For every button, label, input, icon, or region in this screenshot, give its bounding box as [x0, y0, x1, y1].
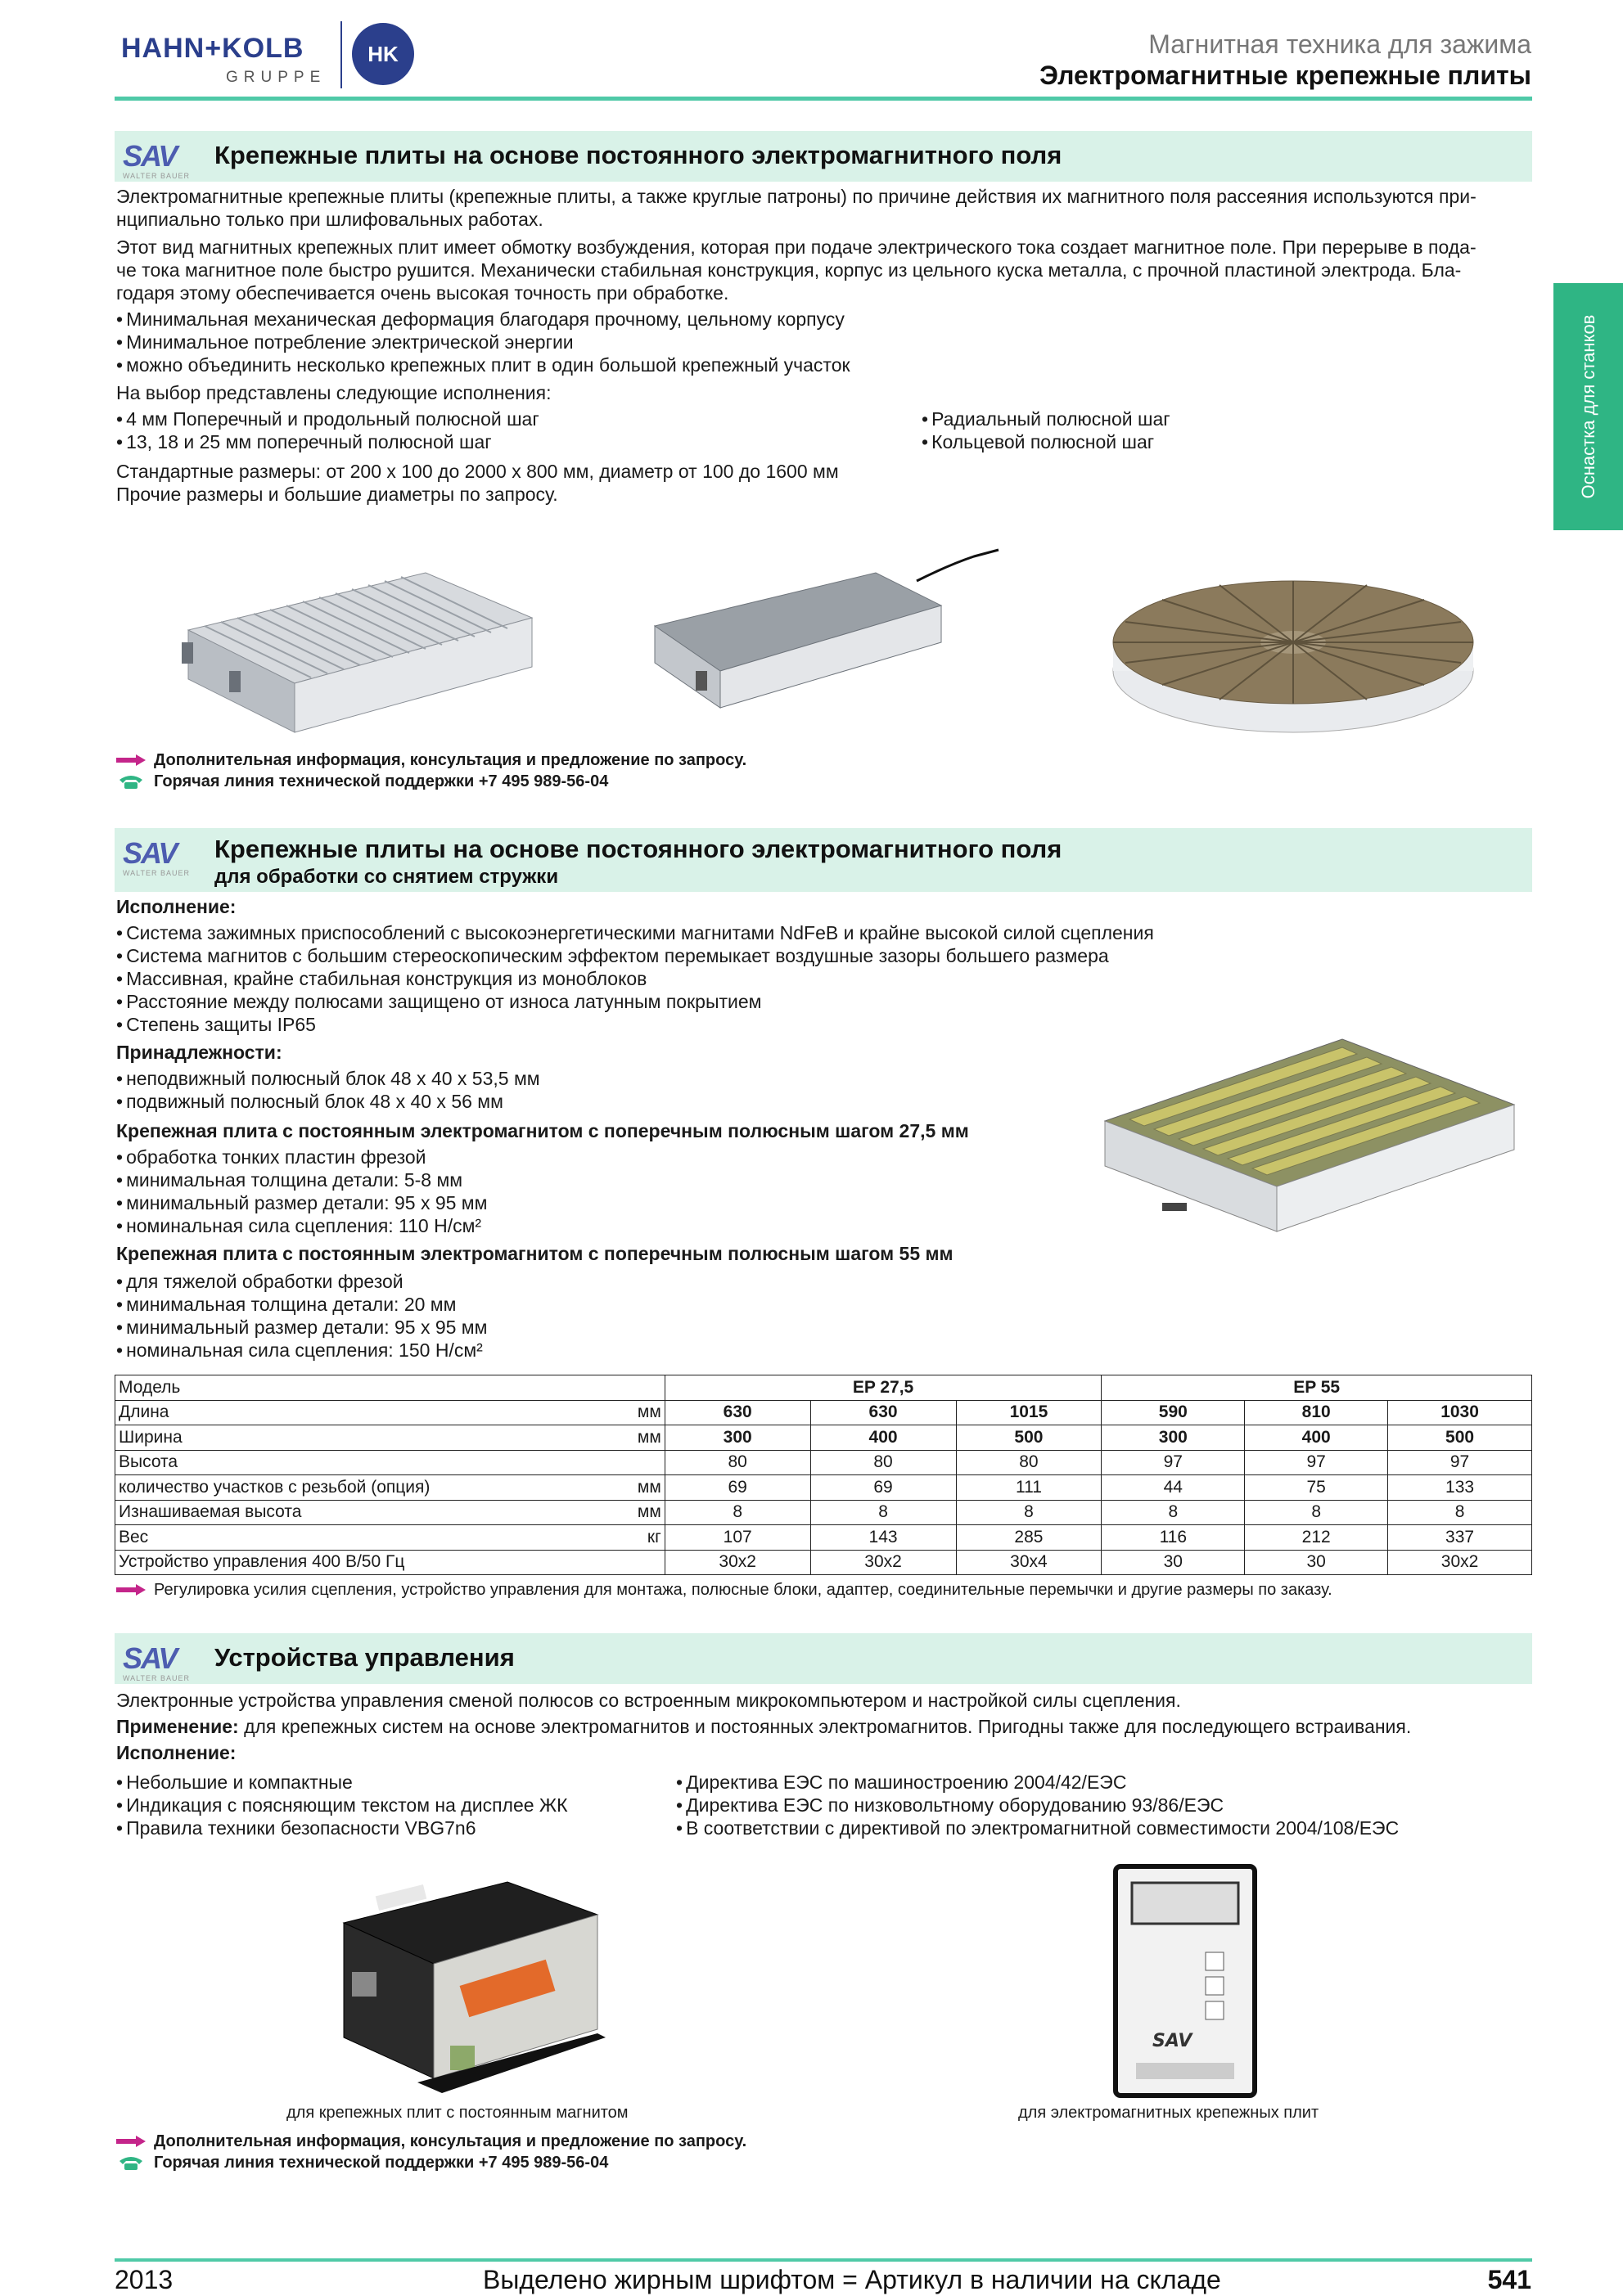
ep55-label: Крепежная плита с постоянным электромагнитом с поперечным полюсным шагом 55 мм — [116, 1243, 954, 1264]
brand-sub: WALTER BAUER — [123, 172, 191, 180]
table-cell: 133 — [1388, 1475, 1532, 1501]
table-cell: 8 — [956, 1500, 1102, 1525]
table-cell: 80 — [665, 1450, 810, 1475]
table-cell: 30x2 — [1388, 1550, 1532, 1575]
brand-name: SAV — [123, 836, 177, 870]
spec-table — [115, 1375, 1532, 1575]
table-cell: 500 — [1388, 1425, 1532, 1451]
table-cell: 285 — [956, 1525, 1102, 1551]
product-image-controller-electromagnetic — [1111, 1862, 1259, 2100]
table-cell: 30 — [1102, 1550, 1245, 1575]
table-row — [115, 1400, 1532, 1425]
brand-sub: WALTER BAUER — [123, 869, 191, 877]
list-item: • Степень защиты IP65 — [116, 1013, 1154, 1036]
table-cell: 111 — [956, 1475, 1102, 1501]
info-text: Дополнительная информация, консультация и предложение по запросу. — [154, 751, 747, 769]
table-cell: 300 — [1102, 1425, 1245, 1451]
logo-subtext: GRUPPE — [226, 69, 327, 86]
table-cell: 630 — [665, 1400, 810, 1425]
row-unit — [622, 1550, 665, 1575]
info-text: Дополнительная информация, консультация и предложение по запросу. — [154, 2132, 747, 2150]
list-item: • Система магнитов с большим стереоскопическим эффектом перемыкает воздушные зазоры большего размера — [116, 944, 1154, 967]
sav-logo-icon — [123, 836, 205, 876]
text-line: нципиально только при шлифовальных работах. — [116, 209, 543, 230]
company-logo — [121, 18, 416, 92]
list-item: • минимальная толщина детали: 20 мм — [116, 1293, 487, 1316]
product-image-electromagnetic-plate — [647, 548, 1007, 736]
row-label: Устройство управления 400 В/50 Гц — [115, 1550, 623, 1575]
table-cell: 80 — [956, 1450, 1102, 1475]
section2-title: Крепежные плиты на основе постоянного электромагнитного поля — [214, 835, 1062, 863]
header-category: Магнитная техника для зажима — [1148, 29, 1531, 59]
table-cell: 116 — [1102, 1525, 1245, 1551]
table-group-ep27: EP 27,5 — [665, 1375, 1102, 1401]
table-group-ep55: EP 55 — [1102, 1375, 1532, 1401]
list-item: • Небольшие и компактные — [116, 1771, 568, 1794]
list-item: • для тяжелой обработки фрезой — [116, 1270, 487, 1293]
list-item: • Кольцевой полюсной шаг — [922, 430, 1170, 453]
row-label: Высота — [115, 1450, 623, 1475]
table-cell: 75 — [1245, 1475, 1388, 1501]
table-cell: 212 — [1245, 1525, 1388, 1551]
table-cell: 80 — [810, 1450, 956, 1475]
hotline-text: Горячая линия технической поддержки +7 495 989-56-04 — [154, 2154, 609, 2172]
list-item: • В соответствии с директивой по электромагнитной совместимости 2004/108/ЕЭС — [676, 1817, 1399, 1839]
exec-bullets — [116, 921, 1154, 1036]
section3-right-bullets — [676, 1771, 1399, 1839]
row-unit: кг — [622, 1525, 665, 1551]
table-cell: 69 — [810, 1475, 956, 1501]
table-cell: 8 — [1102, 1500, 1245, 1525]
list-item: • можно объединить несколько крепежных плит в один большой крепежный участок — [116, 353, 850, 376]
table-cell: 300 — [665, 1425, 810, 1451]
row-label: Ширина — [115, 1425, 623, 1451]
table-cell: 1030 — [1388, 1400, 1532, 1425]
product-image-permanent-plate — [1097, 1023, 1522, 1236]
section3-application — [116, 1715, 1411, 1738]
contact-block-2 — [115, 2131, 746, 2173]
table-cell: 97 — [1102, 1450, 1245, 1475]
table-cell: 8 — [665, 1500, 810, 1525]
table-cell: 107 — [665, 1525, 810, 1551]
list-item: • Расстояние между полюсами защищено от износа латунным покрытием — [116, 990, 1154, 1013]
section3-header — [115, 1633, 1532, 1684]
table-row — [115, 1425, 1532, 1451]
info-row — [115, 750, 746, 771]
list-item: • минимальный размер детали: 95 x 95 мм — [116, 1191, 487, 1214]
list-item: • Радиальный полюсной шаг — [922, 407, 1170, 430]
page-number: 541 — [1487, 2265, 1531, 2294]
text-line: че тока магнитное поле быстро рушится. Механически стабильная конструкция, корпус из цельного куска металла, с прочной пластиной электрода. Бла- — [116, 259, 1462, 281]
list-item: • Директива ЕЭС по машиностроению 2004/42/ЕЭС — [676, 1771, 1399, 1794]
info-row — [115, 2131, 746, 2152]
product-image-grinding-plate — [172, 540, 548, 736]
table-cell: 30x2 — [810, 1550, 956, 1575]
table-note — [115, 1579, 1332, 1600]
footer-rule — [115, 2258, 1532, 2262]
section3-left-bullets — [116, 1771, 568, 1839]
list-item: • неподвижный полюсный блок 48 x 40 x 53,5 мм — [116, 1067, 540, 1090]
accessories-bullets — [116, 1067, 540, 1113]
section3-intro: Электронные устройства управления сменой полюсов со встроенным микрокомпьютером и настройкой силы сцепления. — [116, 1690, 1181, 1711]
row-label: Изнашиваемая высота — [115, 1500, 623, 1525]
row-unit — [622, 1450, 665, 1475]
table-cell: 30x4 — [956, 1550, 1102, 1575]
header-rule — [115, 97, 1532, 101]
list-item: • минимальный размер детали: 95 x 95 мм — [116, 1316, 487, 1339]
table-cell: 97 — [1388, 1450, 1532, 1475]
list-item: • минимальная толщина детали: 5-8 мм — [116, 1168, 487, 1191]
hotline-row — [115, 2152, 746, 2173]
table-cell: 143 — [810, 1525, 956, 1551]
list-item: • Директива ЕЭС по низковольтному оборудованию 93/86/ЕЭС — [676, 1794, 1399, 1817]
section1-header — [115, 131, 1532, 182]
list-item: • обработка тонких пластин фрезой — [116, 1146, 487, 1168]
list-item: • Правила техники безопасности VBG7n6 — [116, 1817, 568, 1839]
footer-note: Выделено жирным шрифтом = Артикул в наличии на складе — [483, 2265, 1221, 2294]
product-image-round-chuck — [1105, 565, 1481, 745]
table-cell: 810 — [1245, 1400, 1388, 1425]
section1-title: Крепежные плиты на основе постоянного электромагнитного поля — [214, 141, 1062, 169]
table-cell: 1015 — [956, 1400, 1102, 1425]
brand-name: SAV — [123, 1641, 177, 1675]
list-item: • номинальная сила сцепления: 110 Н/см² — [116, 1214, 487, 1237]
table-cell: 8 — [1245, 1500, 1388, 1525]
row-unit: мм — [622, 1500, 665, 1525]
text-line: годаря этому обеспечивается очень высокая точность при обработке. — [116, 282, 729, 304]
hotline-row — [115, 771, 746, 792]
brand-sub: WALTER BAUER — [123, 1674, 191, 1682]
table-cell-unit — [622, 1375, 665, 1401]
list-item: • 13, 18 и 25 мм поперечный полюсной шаг — [116, 430, 539, 453]
table-note-row — [115, 1579, 1332, 1600]
side-tab-label: Оснастка для станков — [1577, 314, 1598, 499]
options-left — [116, 407, 539, 453]
header-subcategory: Электромагнитные крепежные плиты — [1039, 61, 1531, 90]
row-unit: мм — [622, 1475, 665, 1501]
footer-year: 2013 — [115, 2265, 174, 2294]
table-cell: 97 — [1245, 1450, 1388, 1475]
hotline-text: Горячая линия технической поддержки +7 495 989-56-04 — [154, 772, 609, 790]
options-intro: На выбор представлены следующие исполнения: — [116, 382, 552, 403]
table-cell: 30 — [1245, 1550, 1388, 1575]
list-item: • номинальная сила сцепления: 150 Н/см² — [116, 1339, 487, 1362]
list-item: • Массивная, крайне стабильная конструкция из моноблоков — [116, 967, 1154, 990]
table-row — [115, 1500, 1532, 1525]
ep27-label: Крепежная плита с постоянным электромагнитом с поперечным полюсным шагом 27,5 мм — [116, 1120, 969, 1141]
list-item: • Минимальная механическая деформация благодаря прочному, цельному корпусу — [116, 308, 850, 331]
table-row — [115, 1450, 1532, 1475]
standard-sizes: Стандартные размеры: от 200 x 100 до 2000 x 800 мм, диаметр от 100 до 1600 мм — [116, 461, 839, 482]
list-item: • 4 мм Поперечный и продольный полюсной шаг — [116, 407, 539, 430]
product-image-controller-permanent — [327, 1874, 614, 2103]
table-cell: 500 — [956, 1425, 1102, 1451]
row-label: Длина — [115, 1400, 623, 1425]
table-row — [115, 1475, 1532, 1501]
list-item: • Минимальное потребление электрической энергии — [116, 331, 850, 353]
arrow-right-icon — [116, 1584, 146, 1596]
sav-logo-icon — [123, 1641, 205, 1681]
accessories-label: Принадлежности: — [116, 1042, 282, 1063]
table-cell: 630 — [810, 1400, 956, 1425]
application-text: для крепежных систем на основе электромагнитов и постоянных электромагнитов. Пригодны также для последующего встраивания. — [238, 1716, 1412, 1737]
text-line: Электромагнитные крепежные плиты (крепежные плиты, а также круглые патроны) по причине действия их магнитного поля рассеяния используются при- — [116, 186, 1476, 207]
section2-subtitle: для обработки со снятием стружки — [214, 866, 559, 888]
table-cell: 44 — [1102, 1475, 1245, 1501]
section1-paragraph1 — [116, 185, 1476, 231]
table-row — [115, 1525, 1532, 1551]
row-unit: мм — [622, 1425, 665, 1451]
row-unit: мм — [622, 1400, 665, 1425]
list-item: • Индикация с поясняющим текстом на дисплее ЖК — [116, 1794, 568, 1817]
table-cell: 69 — [665, 1475, 810, 1501]
list-item: • Система зажимных приспособлений с высокоэнергетическими магнитами NdFeB и крайне высокой силой сцепления — [116, 921, 1154, 944]
table-cell: 30x2 — [665, 1550, 810, 1575]
application-label: Применение: — [116, 1716, 239, 1737]
table-cell: 8 — [1388, 1500, 1532, 1525]
table-header-model: Модель — [115, 1375, 623, 1401]
row-label: Вес — [115, 1525, 623, 1551]
logo-mark-icon: HK — [352, 23, 414, 85]
side-tab-machine-tooling[interactable] — [1553, 283, 1623, 530]
table-cell: 400 — [1245, 1425, 1388, 1451]
phone-icon — [118, 2154, 144, 2171]
section1-bullets — [116, 308, 850, 376]
ep27-bullets — [116, 1146, 487, 1237]
arrow-right-icon — [116, 754, 146, 766]
logo-text: HAHN+KOLB — [121, 33, 304, 64]
table-row — [115, 1550, 1532, 1575]
table-cell: 8 — [810, 1500, 956, 1525]
section1-paragraph2 — [116, 236, 1476, 304]
list-item: • подвижный полюсный блок 48 x 40 x 56 мм — [116, 1090, 540, 1113]
phone-icon — [118, 773, 144, 790]
brand-name: SAV — [123, 139, 177, 173]
caption-permanent: для крепежных плит с постоянным магнитом — [286, 2104, 629, 2122]
row-label: количество участков с резьбой (опция) — [115, 1475, 623, 1501]
table-cell: 400 — [810, 1425, 956, 1451]
section3-exec-label: Исполнение: — [116, 1742, 237, 1763]
contact-block-1 — [115, 750, 746, 792]
text-line: Этот вид магнитных крепежных плит имеет обмотку возбуждения, которая при подаче электрического тока создает магнитное поле. При перерыве в пода- — [116, 236, 1476, 258]
table-note-text: Регулировка усилия сцепления, устройство управления для монтажа, полюсные блоки, адаптер, соединительные перемычки и другие размеры по заказу. — [154, 1581, 1332, 1599]
section3-title: Устройства управления — [214, 1643, 515, 1672]
logo-divider — [340, 21, 342, 88]
sav-logo-icon — [123, 139, 205, 178]
other-sizes: Прочие размеры и большие диаметры по запросу. — [116, 484, 558, 505]
exec-label: Исполнение: — [116, 896, 237, 917]
ep55-bullets — [116, 1270, 487, 1362]
table-cell: 590 — [1102, 1400, 1245, 1425]
section2-header — [115, 828, 1532, 892]
svg-text:SAV: SAV — [1152, 2031, 1192, 2051]
table-cell: 337 — [1388, 1525, 1532, 1551]
arrow-right-icon — [116, 2136, 146, 2147]
caption-electromagnetic: для электромагнитных крепежных плит — [1018, 2104, 1319, 2122]
table-header-row — [115, 1375, 1532, 1401]
options-right — [922, 407, 1170, 453]
